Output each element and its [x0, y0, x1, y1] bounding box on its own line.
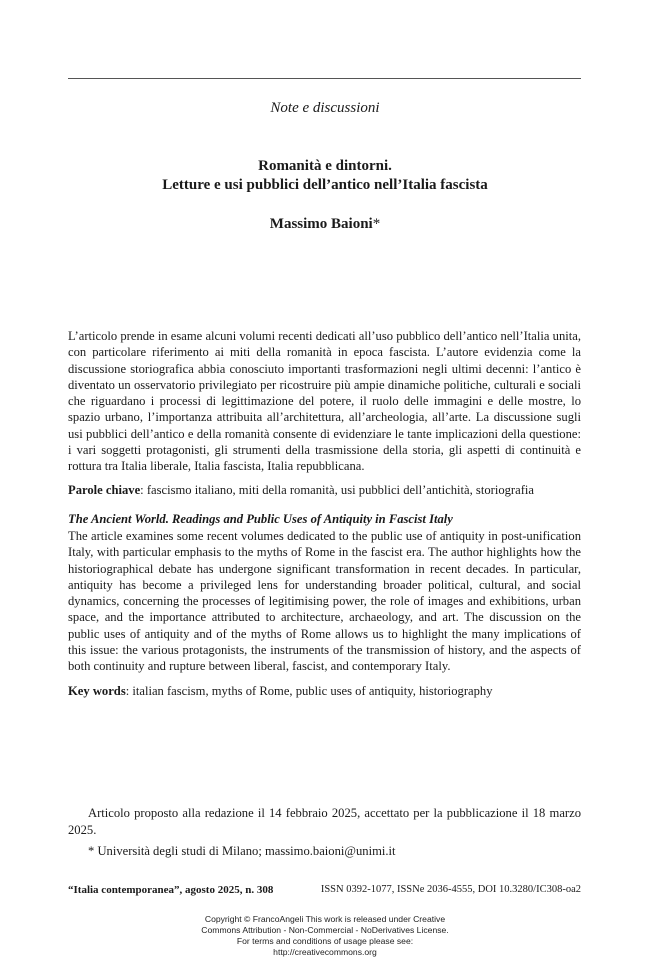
keywords-italian-label: Parole chiave [68, 483, 141, 497]
title-line-2: Letture e usi pubblici dell’antico nell’Italia fascista [162, 177, 488, 193]
keywords-italian [68, 482, 581, 498]
english-title: The Ancient World. Readings and Public Uses of Antiquity in Fascist Italy [68, 512, 453, 526]
footer-journal: “Italia contemporanea”, agosto 2025, n. 308 [68, 884, 274, 896]
footer-issn: ISSN 0392-1077, ISSNe 2036-4555, DOI 10.3280/IC308-oa2 [320, 884, 581, 895]
keywords-english-text: : italian fascism, myths of Rome, public uses of antiquity, historiography [125, 684, 493, 698]
abstract-italian: L’articolo prende in esame alcuni volumi recenti dedicati all’uso pubblico dell’antico nell’Italia unita, con particolare riferimento ai miti della romanità in epoca fascista. L’autore evidenzia come la discussione storiografica abbia conosciuto importanti trasformazioni negli ultimi decenni: l’antico è diventato un osservatorio privilegiato per ricostruire più ampie dinamiche politiche, culturali e sociali che riguardano i processi di legittimazione del potere, il ruolo delle immagini e delle mostre, lo spazio urbano, l’importanza attribuita all’architettura, all’archeologia, all’arte. La discussione sugli usi pubblici dell’antico e della romanità consente di evidenziare le tante implicazioni della questione: i vari soggetti protagonisti, gli strumenti della trasmissione della storia, gli aspetti di continuità e rottura tra Italia liberale, Italia fascista, Italia repubblicana. [68, 329, 581, 474]
submission-note: Articolo proposto alla redazione il 14 febbraio 2025, accettato per la pubblicazione il 18 marzo 2025. [68, 806, 581, 837]
abstract-english: The article examines some recent volumes dedicated to the public use of antiquity in post-unification Italy, with particular emphasis to the myths of Rome in the fascist era. The author highlights how the historiographical debate has undergone significant transformation in recent decades. In particular, antiquity has become a privileged lens for understanding broader political, cultural, and social dynamics, concerning the processes of legitimising power, the role of images and exhibitions, urban space, and the importance attributed to architecture, archaeology, and art. The discussion on the public uses of antiquity and of the myths of Rome allows us to highlight the many implications of this issue: the various protagonists, the instruments of the transmission of history, and the aspects of both continuity and rupture between liberal, fascist, and contemporary Italy. [68, 529, 581, 674]
keywords-english [68, 683, 581, 699]
license-line-3: For terms and conditions of usage please see: [236, 936, 414, 946]
section-heading: Note e discussioni [270, 100, 380, 116]
license-line-2: Commons Attribution - Non-Commercial - NoDerivatives License. [201, 925, 449, 935]
license-link[interactable]: http://creativecommons.org [273, 947, 377, 957]
title-line-1: Romanità e dintorni. [258, 158, 392, 174]
affiliation-note: * Università degli studi di Milano; massimo.baioni@unimi.it [88, 844, 396, 858]
license-notice [0, 914, 650, 958]
keywords-italian-text: : fascismo italiano, miti della romanità, usi pubblici dell’antichità, storiografia [140, 483, 534, 497]
author-name: Massimo Baioni [269, 216, 373, 232]
author-line [0, 216, 650, 233]
header-rule [68, 78, 581, 79]
author-footnote-mark: * [372, 216, 381, 232]
article-title [0, 157, 650, 195]
keywords-english-label: Key words [68, 684, 126, 698]
license-line-1: Copyright © FrancoAngeli This work is released under Creative [204, 914, 446, 924]
